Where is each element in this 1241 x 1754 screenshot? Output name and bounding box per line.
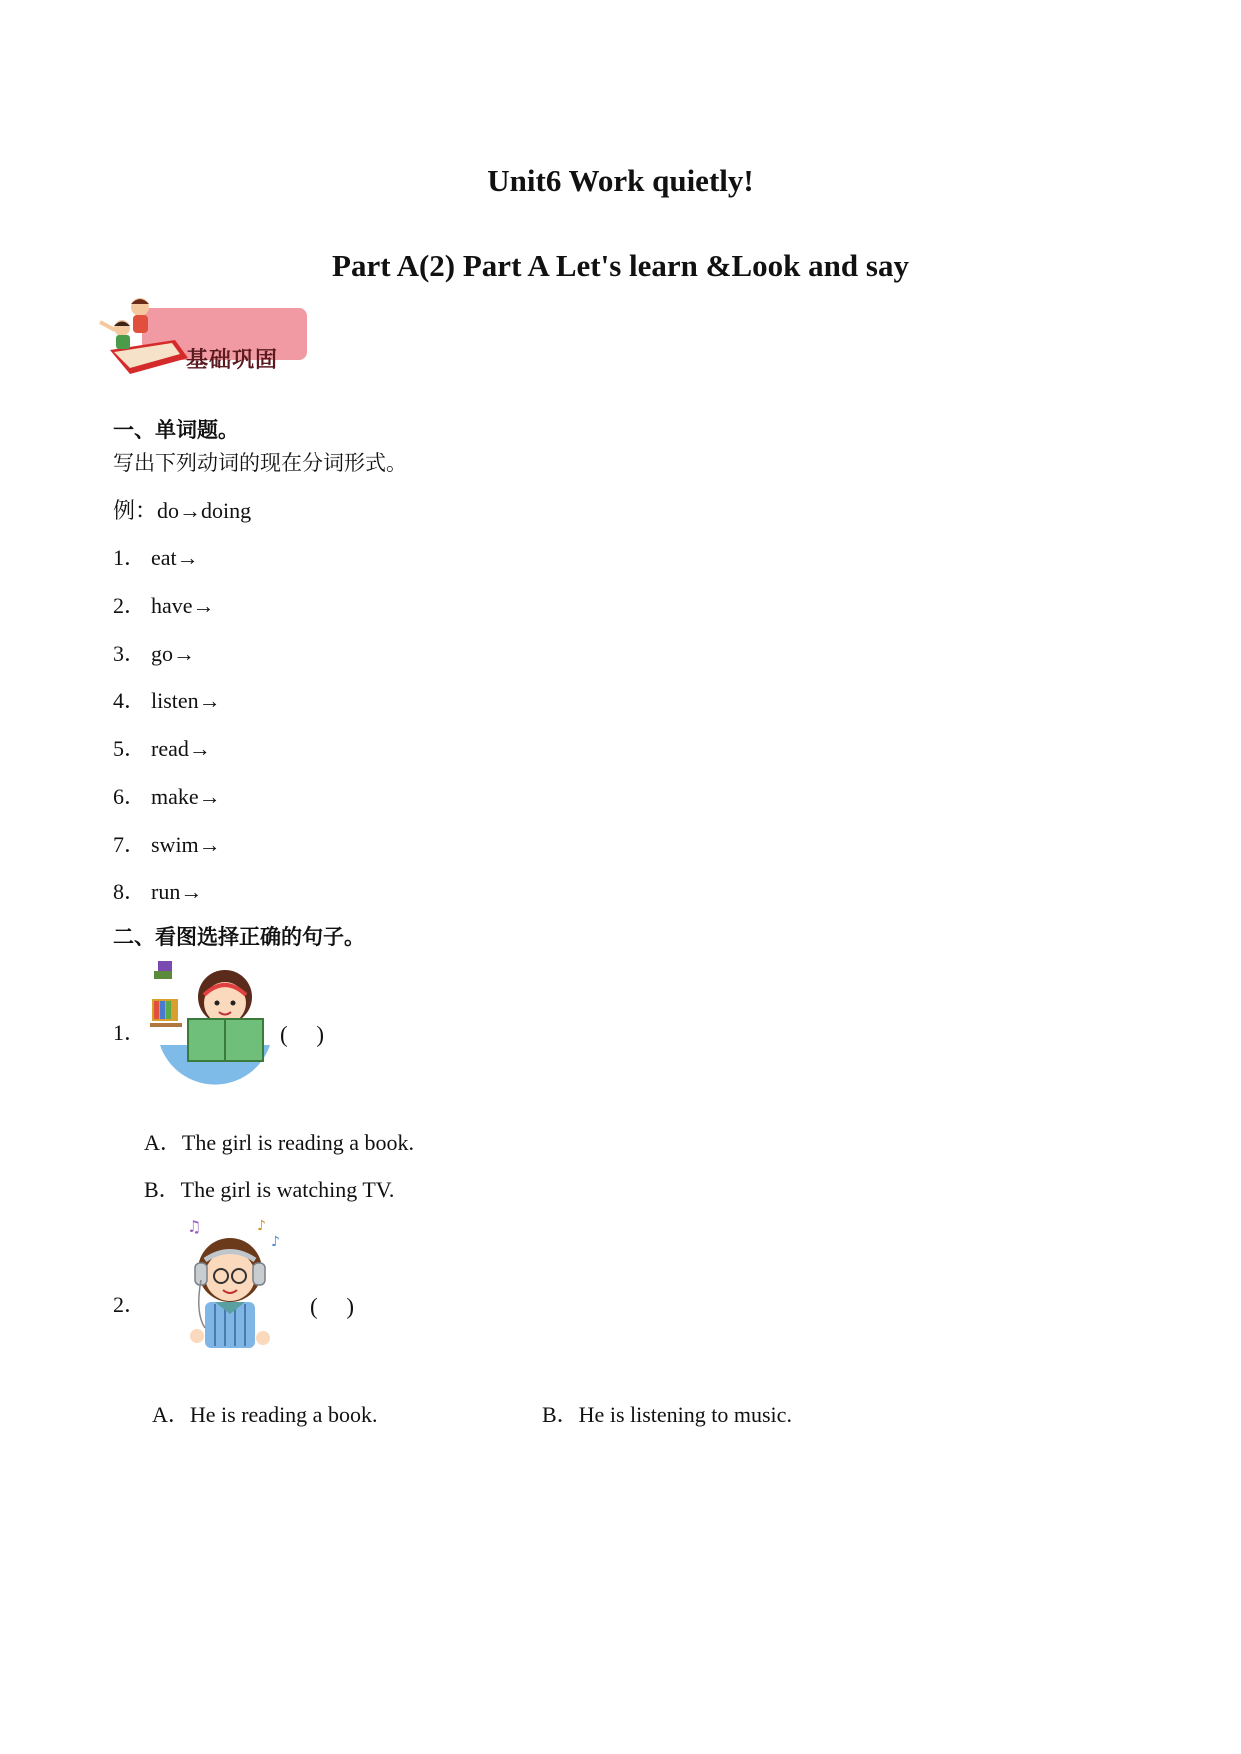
option-2b: B．He is listening to music. <box>542 1402 792 1427</box>
question-2-number: 2． <box>113 1292 147 1317</box>
svg-text:♪: ♪ <box>271 1234 280 1250</box>
list-item: 2． have→ <box>113 593 215 618</box>
list-item: 1． eat→ <box>113 545 199 570</box>
question-1-number: 1． <box>113 1020 147 1045</box>
banner-label: 基础巩固 <box>186 348 279 373</box>
list-item: 6． make→ <box>113 784 221 809</box>
option-1a: A．The girl is reading a book. <box>144 1130 415 1155</box>
kids-on-book-icon <box>100 292 190 377</box>
svg-text:♪: ♪ <box>257 1218 266 1234</box>
section1-example: 例：do→doing <box>113 498 252 523</box>
option-2a: A．He is reading a book. <box>152 1402 378 1427</box>
worksheet-subtitle: Part A(2) Part A Let's learn &Look and say <box>332 248 909 283</box>
section1-heading: 一、单词题。 <box>113 418 239 442</box>
list-item: 5． read→ <box>113 736 211 761</box>
girl-reading-book-icon <box>150 965 275 1080</box>
option-1b: B．The girl is watching TV. <box>144 1177 395 1202</box>
section1-instruction: 写出下列动词的现在分词形式。 <box>113 451 407 475</box>
svg-text:♫: ♫ <box>187 1217 202 1236</box>
answer-blank-1[interactable]: ( ) <box>280 1022 325 1047</box>
section2-heading: 二、看图选择正确的句子。 <box>113 925 365 949</box>
answer-blank-2[interactable]: ( ) <box>310 1294 355 1319</box>
worksheet-title: Unit6 Work quietly! <box>487 163 754 198</box>
boy-listening-music-icon <box>175 1218 285 1368</box>
list-item: 3． go→ <box>113 641 195 666</box>
list-item: 4． listen→ <box>113 688 221 713</box>
list-item: 8． run→ <box>113 879 203 904</box>
list-item: 7． swim→ <box>113 832 221 857</box>
